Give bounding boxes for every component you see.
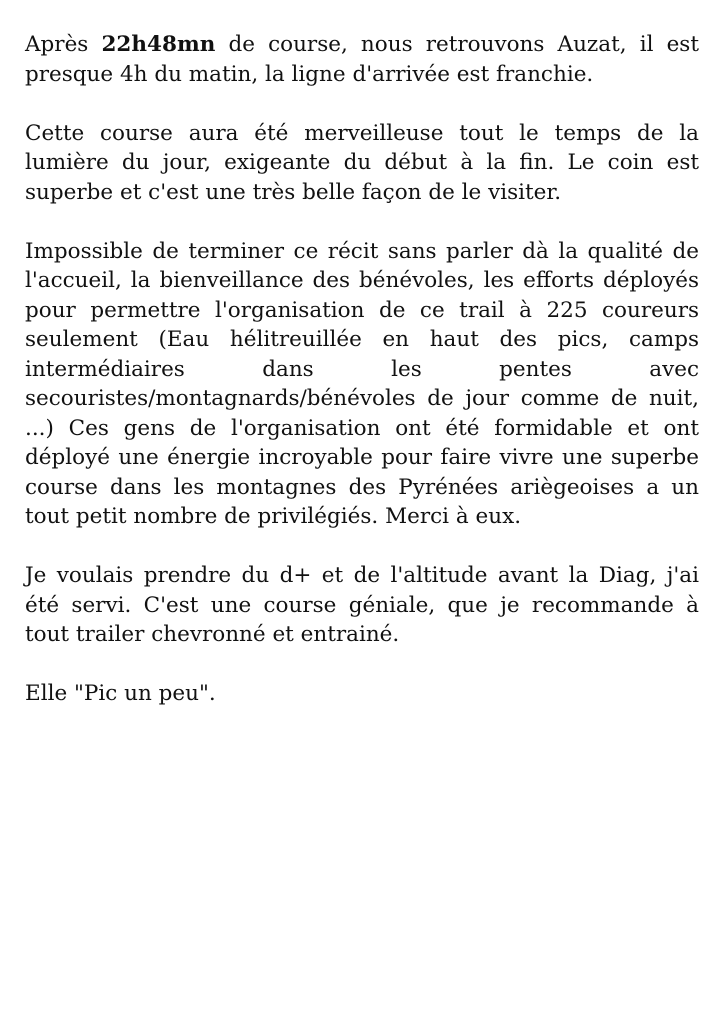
document-page	[25, 30, 699, 738]
finish-time: 22h48mn	[101, 32, 216, 57]
paragraph-arrival	[25, 30, 699, 89]
paragraph-recommendation: Je voulais prendre du d+ et de l'altitude avant la Diag, j'ai été servi. C'est une course géniale, que je recommande à tout trailer chevronné et entrainé.	[25, 563, 699, 647]
paragraph-closing: Elle "Pic un peu".	[25, 681, 216, 706]
paragraph-arrival-rest: de course, nous retrouvons Auzat, il est presque 4h du matin, la ligne d'arrivée est franchie.	[25, 32, 699, 87]
paragraph-thanks-organisation: Impossible de terminer ce récit sans parler dà la qualité de l'accueil, la bienveillance des bénévoles, les efforts déployés pour permettre l'organisation de ce trail à 225 coureurs seulement (Eau hélitreuillée en haut des pics, camps intermédiaires dans les pentes avec secouristes/montagnards/bénévoles de jour comme de nuit, ...) Ces gens de l'organisation ont été formidable et ont déployé une énergie incroyable pour faire vivre une superbe course dans les montagnes des Pyrénées ariègeoises a un tout petit nombre de privilégiés. Merci à eux.	[25, 238, 699, 529]
paragraph-arrival-intro: Après	[25, 32, 102, 57]
paragraph-course-summary: Cette course aura été merveilleuse tout le temps de la lumière du jour, exigeante du début à la fin. Le coin est superbe et c'est une très belle façon de le visiter.	[25, 120, 699, 205]
